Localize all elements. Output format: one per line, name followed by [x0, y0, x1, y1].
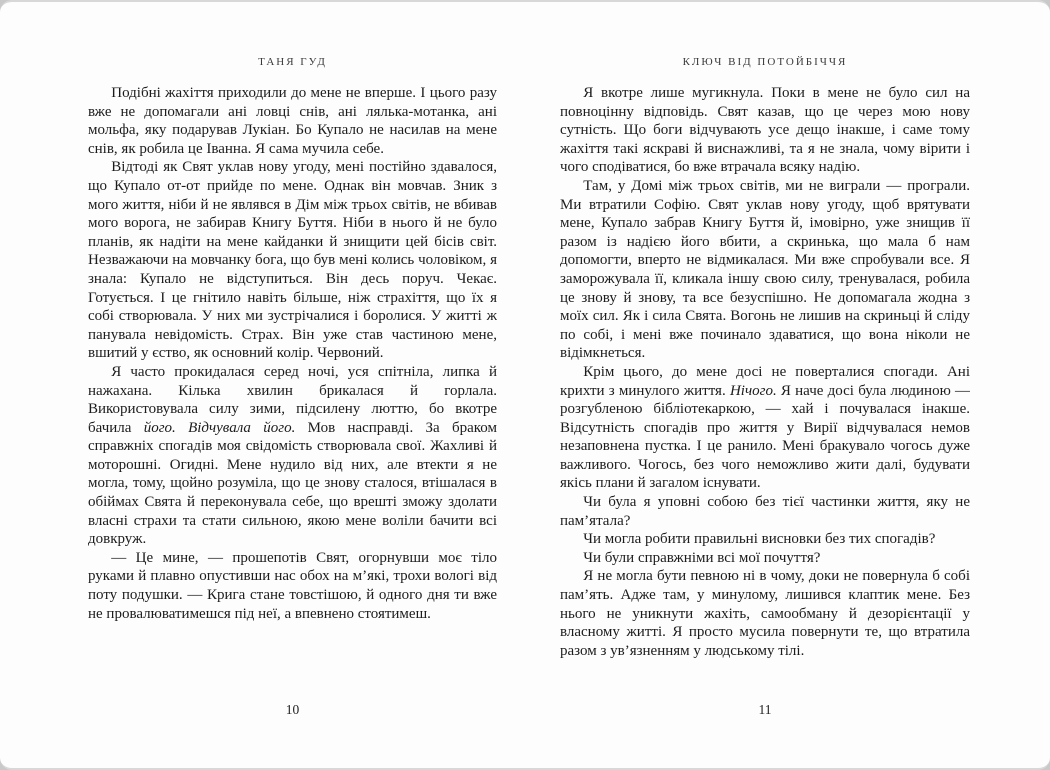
right-page: [525, 2, 1050, 768]
paragraph: [560, 493, 970, 530]
italic-text-segment: Нічого.: [729, 382, 777, 399]
paragraph: [560, 530, 970, 549]
right-page-text: [560, 84, 970, 702]
text-segment: Відтоді як Свят уклав нову угоду, мені постійно здавалося, що Купало от-от прийде по мене. Однак він мовчав. Зник з мого життя, ніби й не являвся в Дім між трьох світів, не вбивав мого ворога, не забирав Книгу Буття. Ніби в нього й не було планів, як надіти на мене кайданки й знищити цей бісів світ. Незважаючи на мовчанку бога, що був мені колись чоловіком, я знала: Купало не відступиться. Він десь поруч. Чекає. Готується. І це гнітило навіть більше, ніж страхіття, що їх я собі створювала. У них ми зустрічалися і боролися. У житті ж панувала невідомість. Страх. Він уже став частиною мене, вшитий у єство, як основний колір. Червоний.: [88, 159, 497, 362]
text-segment: Чи могла робити правильні висновки без тих спогадів?: [583, 531, 936, 548]
paragraph: [560, 567, 970, 660]
text-segment: Крім цього, до мене досі не поверталися спогади. Ані крихти з минулого життя.: [560, 363, 970, 399]
text-segment: Я вкотре лише мугикнула. Поки в мене не було сил на повноцінну відповідь. Свят казав, що це через мою нову сутність. Що боги відчувають усе дещо інакше, і саме тому жахіття такі яскраві й виснажливі, та я не знала, чому вірити і чого сподіватися, бо вже втрачала всяку надію.: [560, 85, 970, 176]
paragraph: [88, 549, 497, 623]
text-segment: Я часто прокидалася серед ночі, уся спітніла, липка й нажахана. Кілька хвилин брикалася й горлала. Використовувала силу зими, підсилену люттю, бо вкотре бачила: [88, 363, 497, 436]
text-segment: Я не могла бути певною ні в чому, доки не повернула б собі пам’ять. Адже там, у минулому, лишився клаптик мене. Без нього не уникнути жахіть, самообману й дезорієнтації у власному житті. Я просто мусила повернути те, що втратила разом з ув’язненням у людському тілі.: [560, 568, 970, 659]
text-segment: Чи була я уповні собою без тієї частинки життя, яку не пам’ятала?: [560, 494, 970, 529]
paragraph: [88, 84, 497, 158]
text-segment: Там, у Домі між трьох світів, ми не виграли — програли. Ми втратили Софію. Свят уклав нову угоду, щоб врятувати мене, Купало забрав Книгу Буття й, імовірно, уже знищив її разом із надією його вбити, а скринька, що мала б нам допомогти, вперто не відмикалася. Ми вже спробували все. Я заморожувала її, кликала іншу свою силу, тренувалася, робила це знову й знову, та все безуспішно. Не допомагала жодна з моїх сил. Як і сила Свята. Вогонь не лишив на скриньці й сліду по собі, і мені вже починало здаватися, що вона ніколи не відімкнеться.: [560, 177, 970, 362]
text-segment: Чи були справжніми всі мої почуття?: [583, 549, 821, 566]
italic-text-segment: його. Відчувала його.: [143, 419, 296, 436]
right-running-head: КЛЮЧ ВІД ПОТОЙБІЧЧЯ: [682, 56, 848, 68]
paragraph: [560, 84, 970, 177]
text-segment: Я наче досі була людиною — розгубленою бібліотекаркою, — хай і почувалася інакше. Відсутність спогадів про життя у Вирії відчувалася немов незаповнена пустка. І це ранило. Мені бракувало чогось дуже важливого. Чогось, без чого неможливо жити далі, будувати якісь плани й загалом існувати.: [560, 382, 970, 492]
paragraph: [88, 363, 497, 549]
text-segment: Мов насправді. За браком справжніх спогадів моя свідомість створювала свої. Жахливі й моторошні. Огидні. Мене нудило від них, але втекти я не могла, тому, щойно розуміла, що це знову сталося, втішалася в обіймах Свята й переконувала себе, що врешті зможу здолати власні страхи та стати сильною, якою мене воліли бачити всі довкруж.: [88, 419, 497, 548]
paragraph: [560, 363, 970, 493]
paragraph: [560, 177, 970, 363]
paragraph: [88, 158, 497, 363]
left-running-head: ТАНЯ ГУД: [258, 56, 327, 68]
text-segment: Подібні жахіття приходили до мене не вперше. І цього разу вже не допомагали ані ловці снів, ані лялька-мотанка, ані мольфа, яку подарував Лукіан. Бо Купало не насилав на мене снів, як робила це Іванна. Я сама мучила себе.: [88, 85, 497, 157]
paragraph: [560, 549, 970, 568]
left-page-text: [88, 84, 497, 702]
text-segment: — Це мине, — прошепотів Свят, огорнувши моє тіло руками й плавно опустивши нас обох на м’які, трохи вологі від поту подушки. — Крига стане товстішою, й одного дня ти вже не провалюватимешся під неї, а впевнено стоятимеш.: [88, 549, 497, 622]
left-page: [0, 2, 525, 768]
left-page-number: 10: [285, 702, 300, 717]
right-page-number: 11: [758, 702, 772, 717]
